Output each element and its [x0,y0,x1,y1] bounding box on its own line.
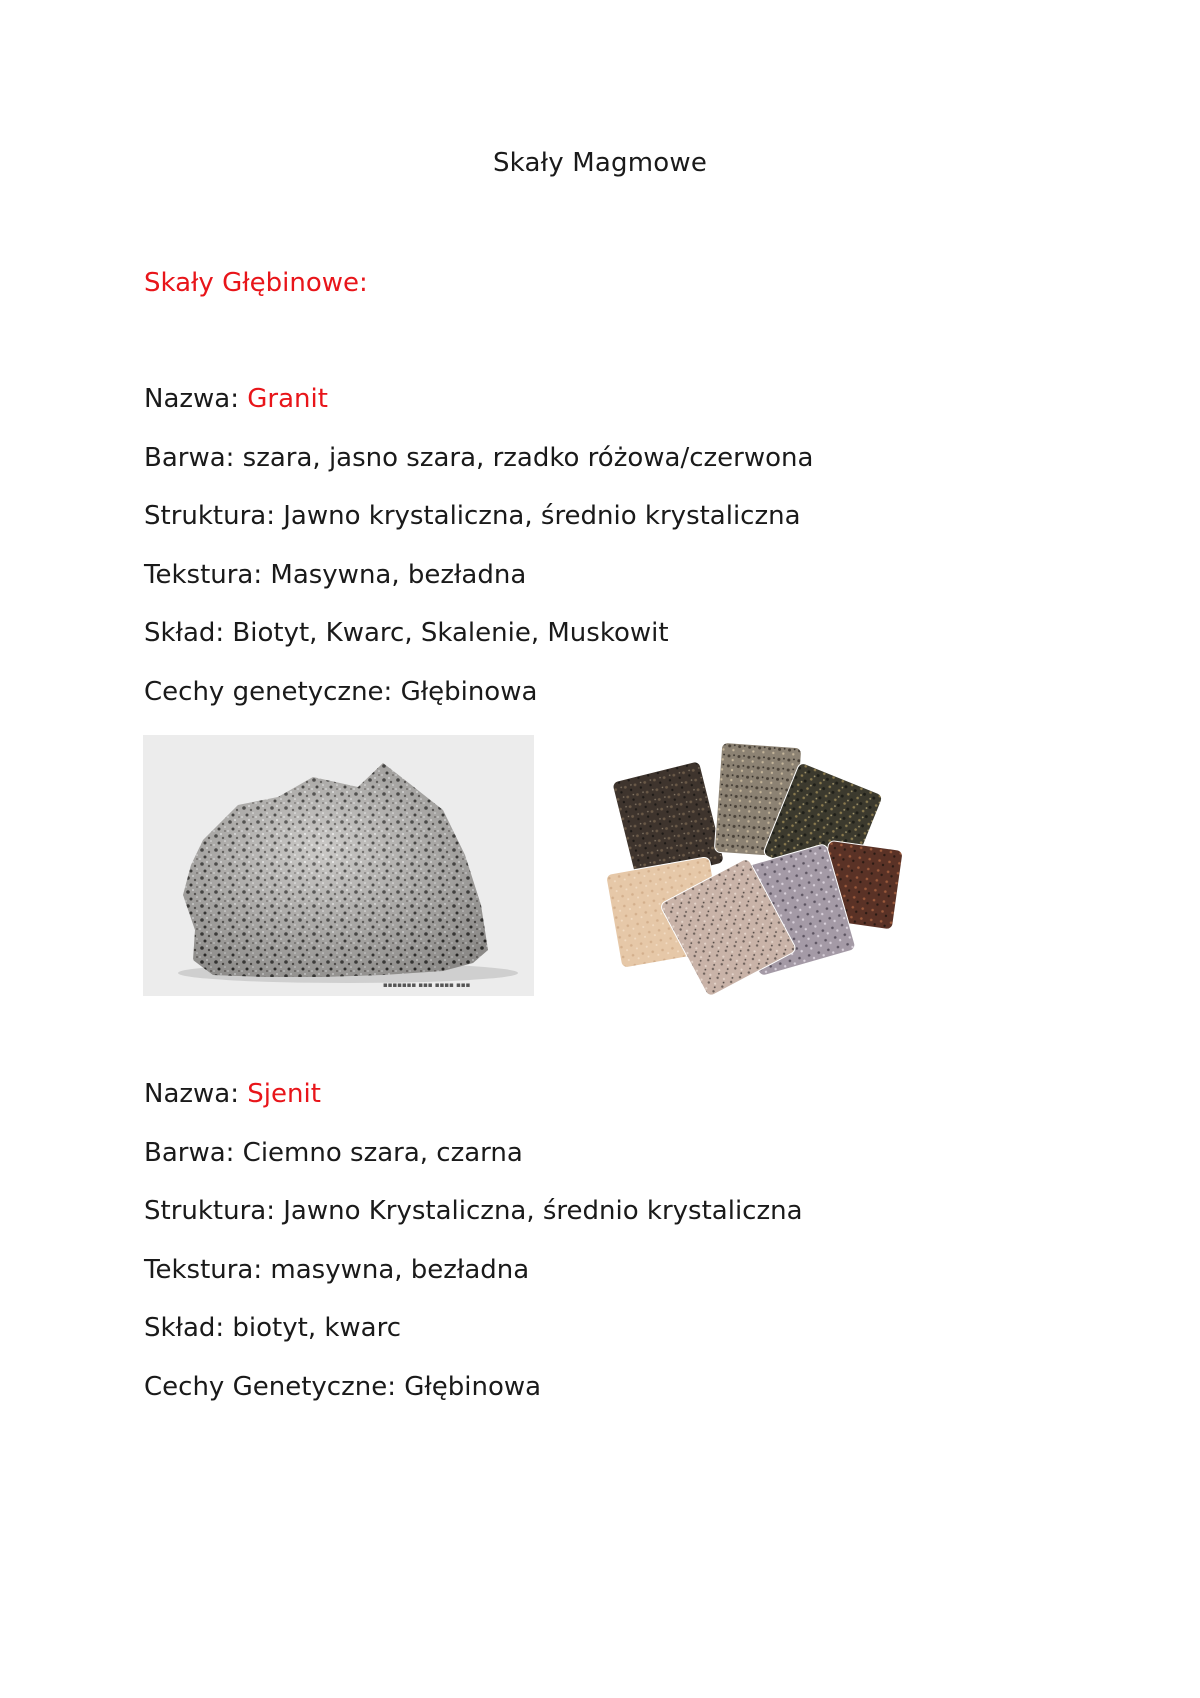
granite-rock-icon [143,735,534,996]
rock-name: Sjenit [247,1079,321,1109]
section-heading: Skały Głębinowe: [144,268,368,298]
svg-text:▪▪▪▪▪▪▪ ▪▪▪ ▪▪▪▪ ▪▪▪: ▪▪▪▪▪▪▪ ▪▪▪ ▪▪▪▪ ▪▪▪ [383,981,471,989]
structure-line: Struktura: Jawno krystaliczna, średnio krystaliczna [144,501,801,531]
texture-line: Tekstura: masywna, bezładna [144,1254,530,1285]
name-line [144,1065,803,1124]
name-label: Nazwa: [144,384,248,414]
image-row [143,735,923,996]
name-line [144,370,813,429]
page-title: Skały Magmowe [492,148,708,178]
color-line: Barwa: szara, jasno szara, rzadko różowa/czerwona [144,442,814,473]
genetic-line: Cechy genetyczne: Głębinowa [144,676,538,707]
structure-line: Struktura: Jawno Krystaliczna, średnio krystaliczna [144,1196,803,1226]
color-line: Barwa: Ciemno szara, czarna [144,1137,523,1168]
granite-rock-photo [143,735,534,996]
stone-samples-photo [593,735,923,996]
texture-line: Tekstura: Masywna, bezładna [144,559,527,590]
rock-name: Granit [247,384,328,414]
name-label: Nazwa: [144,1079,248,1109]
stone-samples-icon [593,735,923,996]
composition-line: Skład: Biotyt, Kwarc, Skalenie, Muskowit [144,618,669,648]
composition-line: Skład: biotyt, kwarc [144,1313,402,1343]
genetic-line: Cechy Genetyczne: Głębinowa [144,1371,542,1402]
rock-entry-sjenit [144,1065,803,1416]
rock-entry-granit [144,370,813,721]
